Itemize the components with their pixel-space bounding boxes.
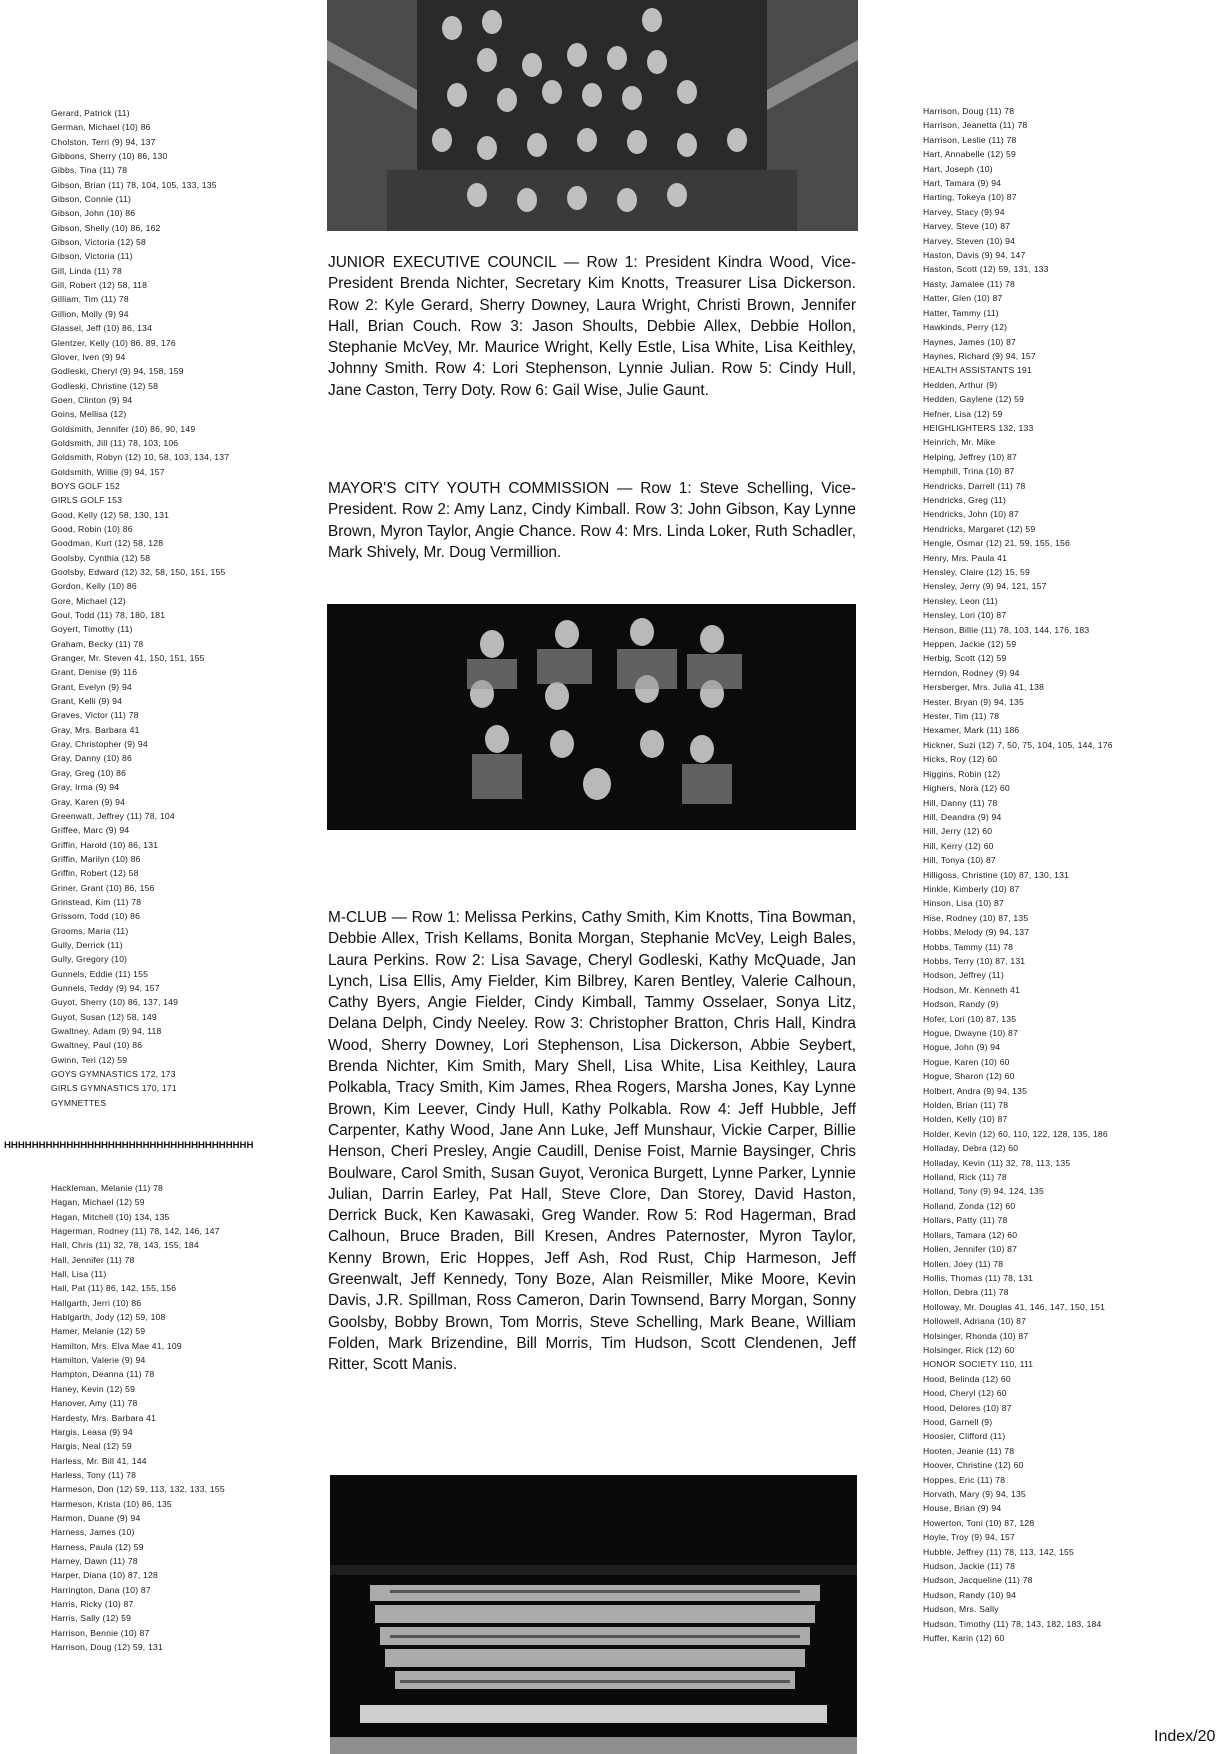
index-entry: Hedden, Arthur (9) — [923, 379, 998, 390]
index-entry: Hampton, Deanna (11) 78 — [51, 1369, 155, 1380]
index-entry: Gibson, Connie (11) — [51, 194, 132, 205]
index-entry: Harrison, Doug (12) 59, 131 — [51, 1642, 163, 1652]
index-entry: Gill, Linda (11) 78 — [51, 265, 122, 276]
index-entry: Haynes, Richard (9) 94, 157 — [923, 350, 1036, 361]
index-entry: Holbert, Andra (9) 94, 135 — [923, 1085, 1028, 1096]
index-entry: Grant, Denise (9) 116 — [51, 667, 138, 678]
index-entry: HEIGHLIGHTERS 132, 133 — [923, 422, 1034, 433]
index-entry: Hooten, Jeanie (11) 78 — [923, 1445, 1015, 1456]
index-entry: Gray, Danny (10) 86 — [51, 753, 133, 764]
index-entry: Harris, Sally (12) 59 — [51, 1613, 132, 1624]
index-entry: Hoosier, Clifford (11) — [923, 1431, 1006, 1442]
index-entry: Gunnels, Teddy (9) 94, 157 — [51, 982, 160, 993]
index-entry: Holden, Brian (11) 78 — [923, 1100, 1009, 1111]
group-photo-3-illustration — [330, 1475, 857, 1754]
index-entry: Holland, Rick (11) 78 — [923, 1172, 1007, 1183]
index-entry: Holder, Kevin (12) 60, 110, 122, 128, 135, 186 — [923, 1128, 1108, 1139]
index-entry: Godleski, Christine (12) 58 — [51, 380, 159, 391]
index-entry: Hood, Delores (10) 87 — [923, 1402, 1012, 1413]
m-club-photo — [330, 1475, 857, 1754]
index-entry: Hilligoss, Christine (10) 87, 130, 131 — [923, 869, 1070, 880]
index-entry: Harrison, Doug (11) 78 — [923, 106, 1015, 116]
index-entry: Grinstead, Kim (11) 78 — [51, 896, 142, 907]
index-entry: Haney, Kevin (12) 59 — [51, 1383, 136, 1394]
index-entry: Hodson, Randy (9) — [923, 999, 999, 1010]
index-entry: Goodman, Kurt (12) 58, 128 — [51, 538, 164, 549]
index-entry: Grissom, Todd (10) 86 — [51, 911, 141, 922]
index-entry: Hendricks, Greg (11) — [923, 494, 1007, 505]
index-entry: Gibson, Brian (11) 78, 104, 105, 133, 135 — [51, 179, 217, 190]
index-entry: Hodson, Jeffrey (11) — [923, 970, 1005, 981]
index-entry: Gibson, Victoria (11) — [51, 251, 133, 262]
index-entry: Hester, Bryan (9) 94, 135 — [923, 696, 1025, 707]
index-entry: Grant, Kelli (9) 94 — [51, 696, 123, 707]
index-entry: Hubble, Jeffrey (11) 78, 113, 142, 155 — [923, 1546, 1074, 1557]
index-entry: Hart, Tamara (9) 94 — [923, 178, 1002, 189]
index-entry: Good, Robin (10) 86 — [51, 523, 133, 534]
index-entry: Hersberger, Mrs. Julia 41, 138 — [923, 682, 1045, 693]
index-entry: Hudson, Jacqueline (11) 78 — [923, 1575, 1033, 1586]
index-entry: Hudson, Jackie (11) 78 — [923, 1561, 1016, 1572]
index-entry: Goyert, Timothy (11) — [51, 624, 133, 635]
index-entry: Harrington, Dana (10) 87 — [51, 1584, 151, 1595]
index-entry: Griffin, Marilyn (10) 86 — [51, 853, 141, 864]
index-entry: Hart, Annabelle (12) 59 — [923, 149, 1016, 160]
index-entry: Hall, Pat (11) 86, 142, 155, 156 — [51, 1283, 177, 1294]
index-entry: Heinrich, Mr. Mike — [923, 437, 996, 448]
index-entry: Herndon, Rodney (9) 94 — [923, 667, 1020, 678]
index-entry: Hill, Kerry (12) 60 — [923, 840, 994, 851]
index-entry: Goolsby, Cynthia (12) 58 — [51, 552, 151, 563]
index-entry: Hickner, Suzi (12) 7, 50, 75, 104, 105, 144, 176 — [923, 739, 1113, 750]
letter-separator: HHHHHHHHHHHHHHHHHHHHHHHHHHHHHHHHHHHH — [4, 1140, 254, 1151]
index-entry: Gully, Gregory (10) — [51, 954, 128, 965]
index-entry: Harness, James (10) — [51, 1527, 135, 1538]
index-entry: Hill, Deandra (9) 94 — [923, 811, 1002, 822]
index-entry: Hudson, Randy (10) 94 — [923, 1589, 1017, 1600]
index-entry: Highers, Nora (12) 60 — [923, 783, 1010, 794]
index-entry: Holloway, Mr. Douglas 41, 146, 147, 150, 151 — [923, 1301, 1106, 1312]
caption-m-club: M-CLUB — Row 1: Melissa Perkins, Cathy Smith, Kim Knotts, Tina Bowman, Debbie Allex, Trish Kellams, Bonita Morgan, Stephanie McVey, Leigh Bales, Laura Perkins. Row 2: Lisa Savage, Cheryl Godleski, Kathy McQuade, Jan Lynch, Lisa Ellis, Amy Fielder, Kim Bilbrey, Karen Bentley, Valerie Calhoun, Cathy Byers, Angie Fielder, Cindy Kimball, Tammy Osselaer, Sonya Litz, Delana Delph, Cindy Neeley. Row 3: Christopher Bratton, Chris Hall, Kindra Wood, Sherry Downey, Lori Stephenson, Lisa Dickerson, Abbie Seybert, Brenda Nichter, Kim Smith, Mary Shell, Lisa White, Lisa Keithley, Laura Polkabla, Tracy Smith, Kim James, Rhea Rogers, Marsha Jones, Kay Lynne Brown, Kim Leever, Cindy Hull, Kathy Polkabla. Row 4: Jeff Hubble, Jeff Carpenter, Kathy Wood, Jane Ann Luke, Jeff Munshaur, Vickie Carper, Billie Henson, Cheri Presley, Angie Caudill, Denise Foist, Marnie Baysinger, Chris Boulware, Carol Smith, Susan Guyot, Veronica Burgett, Lynne Parker, Lynnie Julian, Darrin Earley, Pat Hall, Steve Clore, Dan Storey, David Haston, Derrick Buck, Ken Kawasaki, Greg Wander. Row 5: Rod Hagerman, Brad Calhoun, Bruce Braden, Bill Kresen, Andres Paternoster, Myron Taylor, Kenny Brown, Eric Hoppes, Jeff Ash, Rod Rust, Chip Harmeson, Jeff Greenwalt, Jeff Kennedy, Tony Boze, Alan Reismiller, Mike Moore, Kevin Davis, J.R. Spillman, Ross Cameron, Darin Townsend, Barry Morgan, Sonny Goolsby, Bobby Brown, Tom Morris, Steve Schelling, Mark Beane, William Folden, Mark Brizendine, Bill Morris, Tim Hudson, Scott Clendenen, Jeff Ritter, Scott Manis. — [328, 909, 856, 1374]
index-entry: Harrison, Leslie (11) 78 — [923, 134, 1017, 145]
index-entry: Hall, Jennifer (11) 78 — [51, 1254, 135, 1265]
group-photo-1-illustration — [327, 0, 858, 231]
caption-junior-executive-council: JUNIOR EXECUTIVE COUNCIL — Row 1: President Kindra Wood, Vice-President Brenda Nichter, Secretary Kim Knotts, Treasurer Lisa Dickerson. Row 2: Kyle Gerard, Sherry Downey, Laura Wright, Christi Brown, Jennifer Hall, Brian Couch. Row 3: Jason Shoults, Debbie Allex, Debbie Hollon, Stephanie McVey, Mr. Maurice Wright, Kelly Estle, Lisa White, Lisa Keithley, Johnny Smith. Row 4: Lori Stephenson, Lynnie Julian. Row 5: Cindy Hull, Jane Caston, Terry Doty. Row 6: Gail Wise, Julie Gaunt. — [328, 254, 856, 399]
index-entry: German, Michael (10) 86 — [51, 122, 151, 133]
index-entry: Goldsmith, Willie (9) 94, 157 — [51, 466, 165, 477]
index-entry: Herbig, Scott (12) 59 — [923, 653, 1007, 664]
index-entry: Hensley, Lori (10) 87 — [923, 610, 1007, 621]
index-entry: Holland, Zonda (12) 60 — [923, 1200, 1016, 1211]
index-entry: Hagan, Michael (12) 59 — [51, 1197, 145, 1208]
index-column-left-bottom — [51, 1181, 301, 1654]
index-entry: Hamilton, Valerie (9) 94 — [51, 1355, 146, 1366]
index-entry: Harting, Tokeya (10) 87 — [923, 192, 1017, 203]
index-entry: Harney, Dawn (11) 78 — [51, 1555, 138, 1566]
index-entry: Goldsmith, Jill (11) 78, 103, 106 — [51, 437, 179, 448]
index-entry: Hoppes, Eric (11) 78 — [923, 1474, 1006, 1485]
index-entry: Hogue, Karen (10) 60 — [923, 1056, 1010, 1067]
index-entry: Harmeson, Don (12) 59, 113, 132, 133, 155 — [51, 1484, 225, 1495]
index-entry: Goins, Mellisa (12) — [51, 409, 127, 420]
index-entry: Harris, Ricky (10) 87 — [51, 1598, 134, 1609]
index-entry: Haynes, James (10) 87 — [923, 336, 1017, 347]
index-entry: Hardesty, Mrs. Barbara 41 — [51, 1412, 157, 1423]
index-entry: Hollars, Patty (11) 78 — [923, 1215, 1008, 1226]
index-entry: Hollon, Debra (11) 78 — [923, 1287, 1009, 1298]
index-entry: GYMNETTES — [51, 1097, 107, 1108]
index-entry: Hensley, Leon (11) — [923, 595, 998, 606]
index-entry: Holladay, Kevin (11) 32, 78, 113, 135 — [923, 1157, 1071, 1168]
index-entry: Hargis, Leasa (9) 94 — [51, 1426, 133, 1437]
index-entry: Gray, Christopher (9) 94 — [51, 739, 148, 750]
index-column-left-top — [51, 106, 301, 1110]
index-entry: Gray, Irma (9) 94 — [51, 782, 120, 793]
index-entry: Harrison, Jeanetta (11) 78 — [923, 120, 1028, 131]
index-entry: Gilliam, Tim (11) 78 — [51, 294, 129, 305]
group-photo-2-illustration — [327, 604, 856, 830]
index-entry: GIRLS GOLF 153 — [51, 495, 123, 506]
index-entry: Gibbons, Sherry (10) 86, 130 — [51, 151, 168, 162]
index-entry: Gwinn, Teri (12) 59 — [51, 1054, 128, 1065]
index-entry: Hood, Garnell (9) — [923, 1416, 993, 1427]
index-entry: Henry, Mrs. Paula 41 — [923, 552, 1008, 563]
index-entry: Hamilton, Mrs. Elva Mae 41, 109 — [51, 1340, 182, 1351]
index-entry: Hodson, Mr. Kenneth 41 — [923, 984, 1021, 995]
index-entry: Hamer, Melanie (12) 59 — [51, 1326, 146, 1337]
index-entry: Heppen, Jackie (12) 59 — [923, 639, 1017, 650]
index-entry: Holsinger, Rhonda (10) 87 — [923, 1330, 1029, 1341]
index-entry: Graham, Becky (11) 78 — [51, 638, 144, 649]
index-entry: Hobbs, Melody (9) 94, 137 — [923, 927, 1030, 938]
index-entry: Hexamer, Mark (11) 186 — [923, 725, 1020, 736]
index-entry: Hefner, Lisa (12) 59 — [923, 408, 1003, 419]
index-entry: Greenwalt, Jeffrey (11) 78, 104 — [51, 810, 175, 821]
index-entry: Griner, Grant (10) 86, 156 — [51, 882, 155, 893]
index-entry: Hallgarth, Jerri (10) 86 — [51, 1297, 142, 1308]
index-entry: Gunnels, Eddie (11) 155 — [51, 968, 149, 979]
index-entry: Haston, Scott (12) 59, 131, 133 — [923, 264, 1049, 275]
index-entry: Hudson, Timothy (11) 78, 143, 182, 183, 184 — [923, 1618, 1102, 1629]
index-entry: Hill, Danny (11) 78 — [923, 797, 998, 808]
index-entry: Grooms, Maria (11) — [51, 925, 129, 936]
index-entry: GOYS GYMNASTICS 172, 173 — [51, 1069, 176, 1080]
index-entry: Hise, Rodney (10) 87, 135 — [923, 912, 1029, 923]
index-entry: Howerton, Toni (10) 87, 128 — [923, 1517, 1035, 1528]
index-entry: Holland, Tony (9) 94, 124, 135 — [923, 1186, 1044, 1197]
index-entry: Hofer, Lori (10) 87, 135 — [923, 1013, 1017, 1024]
index-entry: Horvath, Mary (9) 94, 135 — [923, 1489, 1026, 1499]
index-entry: Gillion, Molly (9) 94 — [51, 308, 129, 319]
index-entry: Griffee, Marc (9) 94 — [51, 825, 130, 836]
index-entry: Harless, Tony (11) 78 — [51, 1469, 137, 1480]
index-entry: Hobbs, Tammy (11) 78 — [923, 941, 1014, 952]
index-entry: Hanover, Amy (11) 78 — [51, 1398, 138, 1409]
index-entry: Hagerman, Rodney (11) 78, 142, 146, 147 — [51, 1226, 220, 1237]
index-entry: Hogue, Dwayne (10) 87 — [923, 1028, 1018, 1038]
index-entry: Higgins, Robin (12) — [923, 768, 1001, 779]
index-entry: Grant, Evelyn (9) 94 — [51, 681, 132, 692]
index-entry: Hinson, Lisa (10) 87 — [923, 898, 1004, 909]
index-entry: Hensley, Jerry (9) 94, 121, 157 — [923, 581, 1047, 592]
index-entry: Hill, Tonya (10) 87 — [923, 855, 996, 866]
index-entry: Gill, Robert (12) 58, 118 — [51, 280, 148, 291]
mayors-city-youth-commission-photo — [327, 604, 856, 830]
index-column-right — [923, 104, 1163, 1645]
index-entry: Harper, Diana (10) 87, 128 — [51, 1570, 158, 1581]
index-entry: Hill, Jerry (12) 60 — [923, 826, 993, 837]
index-entry: Hudson, Mrs. Sally — [923, 1604, 999, 1615]
index-entry: Hendricks, Margaret (12) 59 — [923, 523, 1036, 534]
index-entry: Huffer, Karin (12) 60 — [923, 1633, 1005, 1644]
index-entry: Hester, Tim (11) 78 — [923, 711, 1000, 722]
index-entry: Hogue, John (9) 94 — [923, 1042, 1001, 1053]
index-entry: BOYS GOLF 152 — [51, 480, 120, 491]
index-entry: Hackleman, Melanie (11) 78 — [51, 1183, 164, 1193]
index-entry: Harmeson, Krista (10) 86, 135 — [51, 1498, 172, 1509]
index-entry: Hargis, Neal (12) 59 — [51, 1441, 132, 1452]
page-footer: Index/20 — [1154, 1728, 1216, 1745]
index-entry: Gerard, Patrick (11) — [51, 108, 130, 118]
caption-mayors-city-youth-commission: MAYOR'S CITY YOUTH COMMISSION — Row 1: Steve Schelling, Vice-President. Row 2: Amy Lanz, Cindy Kimball. Row 3: John Gibson, Kay Lynne Brown, Myron Taylor, Angie Chance. Row 4: Mrs. Linda Loker, Ruth Schadler, Mark Shively, Mr. Doug Vermillion. — [328, 480, 856, 561]
index-entry: Hatter, Tammy (11) — [923, 307, 999, 318]
index-entry: Hollen, Joey (11) 78 — [923, 1258, 1004, 1269]
index-entry: Gray, Greg (10) 86 — [51, 767, 127, 778]
index-entry: Hollis, Thomas (11) 78, 131 — [923, 1272, 1034, 1283]
index-entry: Hendricks, John (10) 87 — [923, 509, 1019, 520]
index-entry: House, Brian (9) 94 — [923, 1503, 1002, 1514]
index-entry: Hoyle, Troy (9) 94, 157 — [923, 1532, 1016, 1543]
index-entry: Gibson, John (10) 86 — [51, 208, 136, 219]
index-entry: Goolsby, Edward (12) 32, 58, 150, 151, 155 — [51, 567, 226, 577]
index-entry: Henson, Billie (11) 78, 103, 144, 176, 183 — [923, 624, 1090, 635]
index-entry: Harvey, Steve (10) 87 — [923, 221, 1011, 232]
index-entry: Gully, Derrick (11) — [51, 939, 123, 950]
index-entry: Glassel, Jeff (10) 86, 134 — [51, 323, 153, 334]
index-entry: Harrison, Bennie (10) 87 — [51, 1627, 150, 1638]
index-entry: Gibson, Victoria (12) 58 — [51, 237, 146, 248]
index-entry: Hensley, Claire (12) 15, 59 — [923, 567, 1030, 577]
index-entry: Guyot, Susan (12) 58, 149 — [51, 1011, 157, 1022]
index-entry: Gibbs, Tina (11) 78 — [51, 165, 128, 176]
index-entry: Hood, Belinda (12) 60 — [923, 1373, 1011, 1384]
index-entry: Hablgarth, Jody (12) 59, 108 — [51, 1312, 166, 1323]
index-entry: Hart, Joseph (10) — [923, 163, 993, 174]
index-entry: Hengle, Osmar (12) 21, 59, 155, 156 — [923, 538, 1070, 549]
index-entry: Hagan, Mitchell (10) 134, 135 — [51, 1211, 170, 1222]
index-entry: Hawkinds, Perry (12) — [923, 322, 1008, 333]
index-entry: Harvey, Stacy (9) 94 — [923, 206, 1005, 217]
index-entry: Hall, Lisa (11) — [51, 1269, 107, 1280]
index-entry: Hollars, Tamara (12) 60 — [923, 1229, 1018, 1240]
index-entry: Harmon, Duane (9) 94 — [51, 1512, 141, 1523]
index-entry: Goen, Clinton (9) 94 — [51, 394, 133, 405]
index-entry: Hasty, Jamalee (11) 78 — [923, 278, 1015, 289]
index-entry: GIRLS GYMNASTICS 170, 171 — [51, 1083, 177, 1094]
index-entry: Griffin, Robert (12) 58 — [51, 868, 139, 879]
index-entry: Holsinger, Rick (12) 60 — [923, 1344, 1015, 1355]
index-entry: Gwaltney, Paul (10) 86 — [51, 1040, 143, 1051]
index-entry: Godleski, Cheryl (9) 94, 158, 159 — [51, 366, 184, 377]
index-entry: Hinkle, Kimberly (10) 87 — [923, 883, 1020, 894]
index-entry: Hatter, Glen (10) 87 — [923, 293, 1003, 304]
index-entry: Hoover, Christine (12) 60 — [923, 1460, 1024, 1471]
index-entry: Glover, Iven (9) 94 — [51, 351, 126, 362]
index-entry: Good, Kelly (12) 58, 130, 131 — [51, 509, 170, 520]
index-entry: Graves, Victor (11) 78 — [51, 710, 139, 721]
index-entry: Goldsmith, Jennifer (10) 86, 90, 149 — [51, 423, 196, 434]
index-entry: Harness, Paula (12) 59 — [51, 1541, 144, 1552]
index-entry: Hobbs, Terry (10) 87, 131 — [923, 955, 1026, 966]
index-entry: HONOR SOCIETY 110, 111 — [923, 1359, 1034, 1370]
index-entry: Glentzer, Kelly (10) 86, 89, 176 — [51, 337, 176, 348]
index-entry: Hollowell, Adriana (10) 87 — [923, 1316, 1027, 1327]
index-entry: HEALTH ASSISTANTS 191 — [923, 365, 1032, 376]
index-entry: Hogue, Sharon (12) 60 — [923, 1071, 1015, 1082]
index-entry: Helping, Jeffrey (10) 87 — [923, 451, 1017, 462]
index-entry: Cholston, Terri (9) 94, 137 — [51, 136, 156, 147]
index-entry: Hedden, Gaylene (12) 59 — [923, 394, 1025, 405]
index-entry: Hood, Cheryl (12) 60 — [923, 1388, 1007, 1399]
index-entry: Hemphill, Trina (10) 87 — [923, 466, 1015, 477]
index-entry: Gray, Karen (9) 94 — [51, 796, 126, 807]
index-entry: Gibson, Shelly (10) 86, 162 — [51, 222, 161, 233]
index-entry: Granger, Mr. Steven 41, 150, 151, 155 — [51, 653, 205, 664]
index-entry: Gwaltney, Adam (9) 94, 118 — [51, 1026, 162, 1036]
index-entry: Goul, Todd (11) 78, 180, 181 — [51, 610, 166, 621]
index-entry: Harless, Mr. Bill 41, 144 — [51, 1455, 147, 1466]
index-entry: Griffin, Harold (10) 86, 131 — [51, 839, 159, 850]
junior-executive-council-photo — [327, 0, 858, 231]
index-entry: Haston, Davis (9) 94, 147 — [923, 250, 1026, 261]
index-entry: Harvey, Steven (10) 94 — [923, 235, 1016, 246]
index-entry: Hall, Chris (11) 32, 78, 143, 155, 184 — [51, 1240, 199, 1251]
index-entry: Hendricks, Darrell (11) 78 — [923, 480, 1026, 491]
index-entry: Hollen, Jennifer (10) 87 — [923, 1244, 1018, 1255]
index-entry: Hicks, Roy (12) 60 — [923, 754, 998, 765]
index-entry: Gray, Mrs. Barbara 41 — [51, 724, 140, 735]
index-entry: Holladay, Debra (12) 60 — [923, 1143, 1019, 1154]
index-entry: Gordon, Kelly (10) 86 — [51, 581, 137, 592]
index-entry: Gore, Michael (12) — [51, 595, 126, 606]
index-entry: Guyot, Sherry (10) 86, 137, 149 — [51, 997, 179, 1008]
index-entry: Holden, Kelly (10) 87 — [923, 1114, 1008, 1125]
index-entry: Goldsmith, Robyn (12) 10, 58, 103, 134, 137 — [51, 452, 230, 463]
